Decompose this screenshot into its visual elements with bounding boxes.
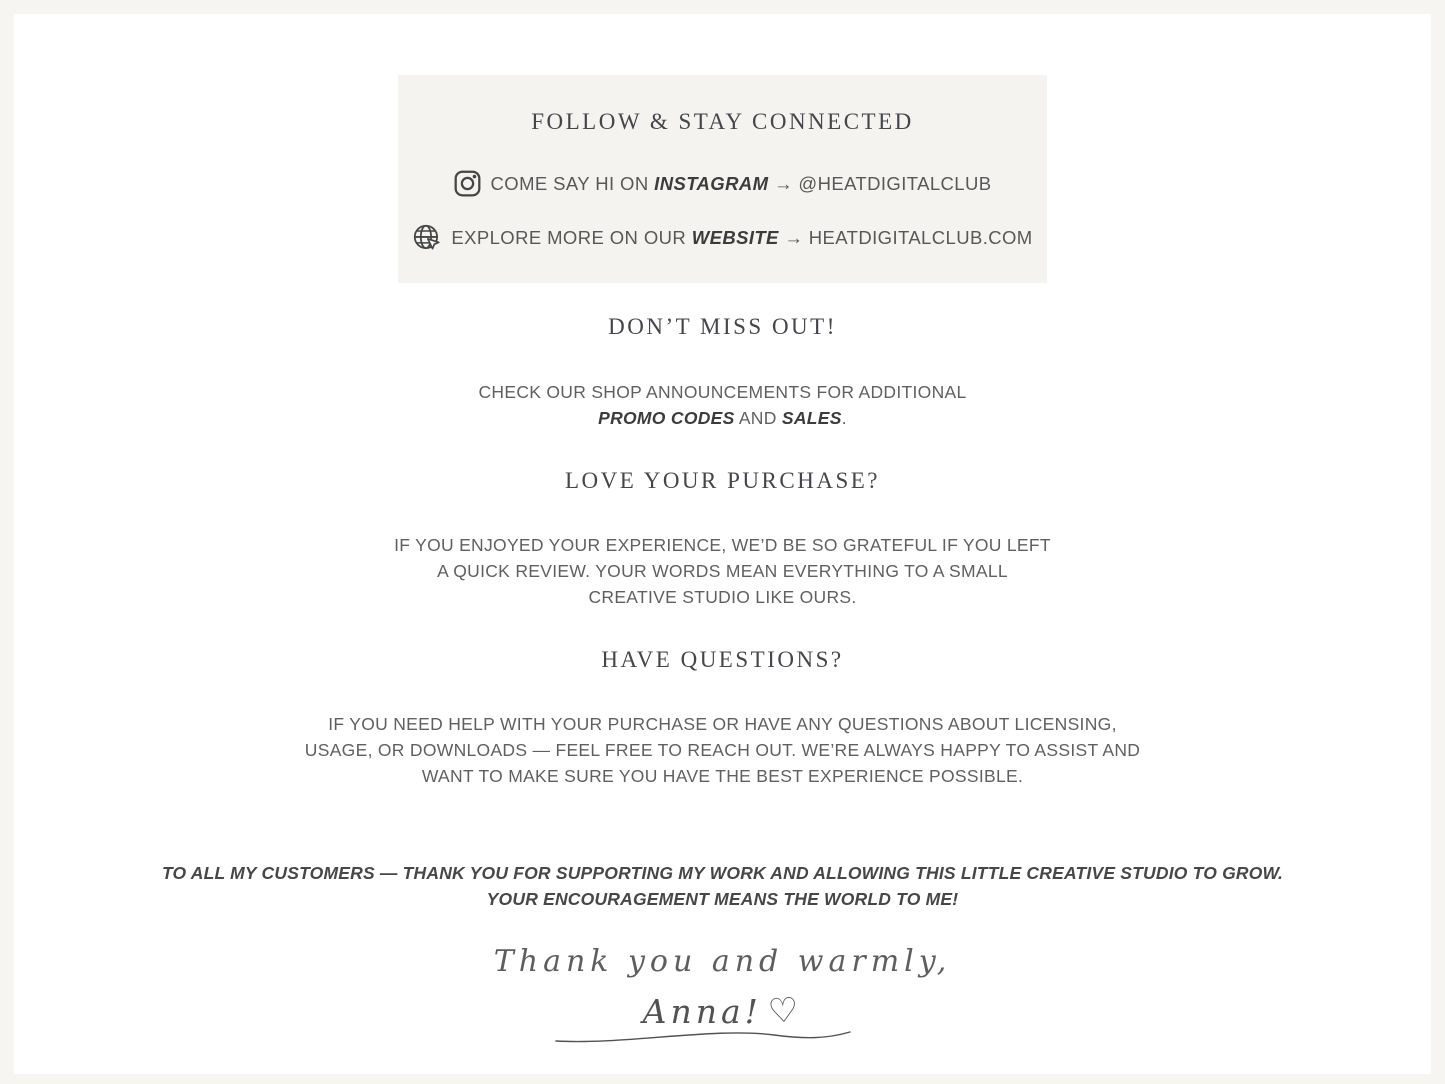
website-prefix: EXPLORE MORE ON OUR: [451, 226, 692, 248]
heading-love-your-purchase: LOVE YOUR PURCHASE?: [565, 468, 880, 493]
connect-box: [398, 75, 1047, 283]
paragraph-have-questions: [14, 711, 1431, 789]
instagram-handle: → @HEATDIGITALCLUB: [768, 172, 992, 194]
instagram-line: [454, 170, 992, 197]
signature-name-row: [643, 991, 803, 1031]
note-line: TO ALL MY CUSTOMERS — THANK YOU FOR SUPPORTING MY WORK AND ALLOWING THIS LITTLE CREATIVE STUDIO TO GROW.: [161, 863, 1284, 883]
paragraph-love-your-purchase: [14, 532, 1431, 610]
paragraph-line: A QUICK REVIEW. YOUR WORDS MEAN EVERYTHING TO A SMALL: [437, 561, 1008, 581]
paragraph-line: [14, 405, 1431, 431]
sales-emphasis: SALES: [781, 408, 842, 428]
website-line: [412, 223, 1032, 252]
paragraph-line: IF YOU ENJOYED YOUR EXPERIENCE, WE’D BE SO GRATEFUL IF YOU LEFT: [394, 535, 1051, 555]
connect-title: FOLLOW & STAY CONNECTED: [531, 109, 914, 134]
paragraph-line: IF YOU NEED HELP WITH YOUR PURCHASE OR HAVE ANY QUESTIONS ABOUT LICENSING,: [328, 714, 1117, 734]
paragraph-line: WANT TO MAKE SURE YOU HAVE THE BEST EXPERIENCE POSSIBLE.: [421, 766, 1024, 786]
website-bold: WEBSITE: [691, 226, 779, 248]
instagram-icon: [454, 170, 481, 197]
paragraph-line: CREATIVE STUDIO LIKE OURS.: [588, 587, 857, 607]
paragraph-line: USAGE, OR DOWNLOADS — FEEL FREE TO REACH OUT. WE’RE ALWAYS HAPPY TO ASSIST AND: [304, 740, 1141, 760]
promo-codes-emphasis: PROMO CODES: [598, 408, 735, 428]
instagram-bold: INSTAGRAM: [654, 172, 769, 194]
paragraph-text: .: [841, 408, 847, 428]
instagram-prefix: COME SAY HI ON: [490, 172, 655, 194]
heading-have-questions: HAVE QUESTIONS?: [601, 647, 844, 672]
signature-closing: Thank you and warmly,: [493, 944, 952, 979]
note-line: YOUR ENCOURAGEMENT MEANS THE WORLD TO ME!: [486, 889, 959, 909]
instagram-text: [491, 171, 992, 197]
paragraph-dont-miss-out: [14, 379, 1431, 431]
paragraph-text: AND: [734, 408, 782, 428]
website-text: [451, 225, 1032, 251]
customer-thank-you-note: [14, 860, 1431, 912]
globe-cursor-icon: [412, 223, 441, 252]
signature-name: Anna!: [642, 991, 762, 1031]
heart-icon: ♡: [766, 989, 804, 1033]
thank-you-card: [14, 14, 1431, 1074]
heading-dont-miss-out: DON’T MISS OUT!: [608, 314, 837, 339]
paragraph-line: CHECK OUR SHOP ANNOUNCEMENTS FOR ADDITIONAL: [478, 382, 967, 402]
website-url: → HEATDIGITALCLUB.COM: [778, 226, 1033, 248]
